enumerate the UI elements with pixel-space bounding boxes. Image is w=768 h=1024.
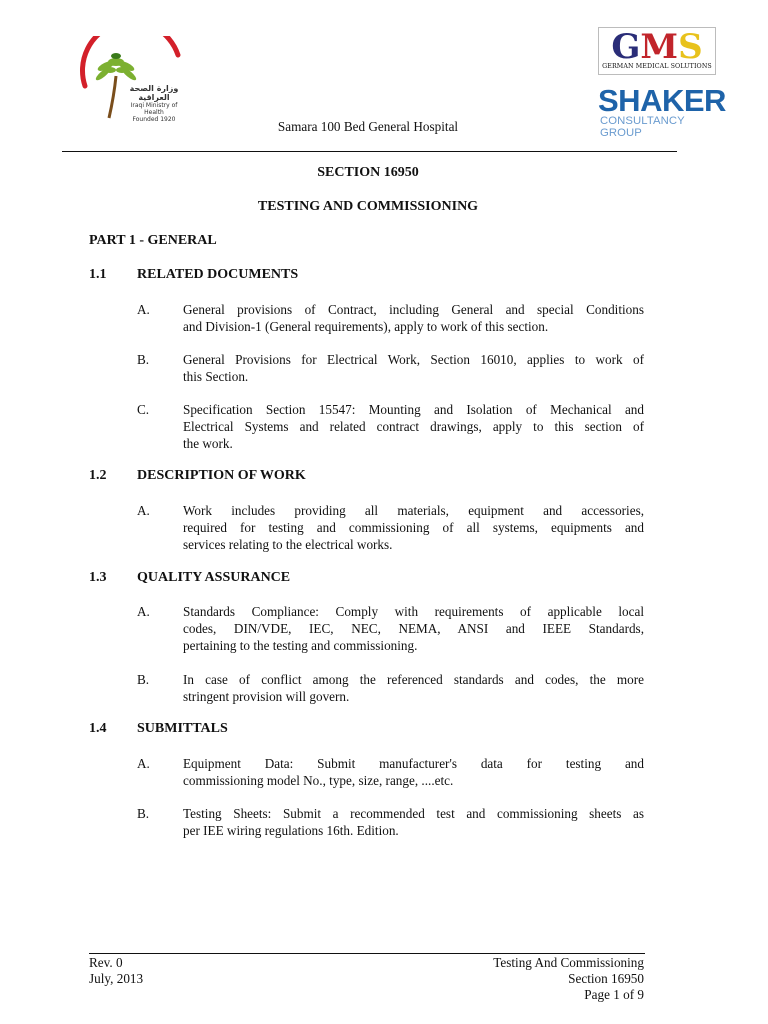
article-title: SUBMITTALS	[137, 721, 228, 736]
footer-revision: Rev. 0	[89, 955, 123, 970]
item-line: pertaining to the testing and commissioning.	[183, 638, 418, 653]
item-line: required for testing and commissioning of all systems, equipments and	[183, 520, 644, 535]
article-title: RELATED DOCUMENTS	[137, 267, 299, 282]
item-line: stringent provision will govern.	[183, 689, 350, 704]
item-line: commissioning model No., type, size, range, ....etc.	[183, 773, 454, 788]
item-line: General Provisions for Electrical Work, Section 16010, applies to work of	[183, 352, 644, 367]
item-letter: B.	[137, 352, 150, 367]
article-title: DESCRIPTION OF WORK	[137, 468, 306, 483]
article-number: 1.1	[89, 267, 107, 282]
item-line: codes, DIN/VDE, IEC, NEC, NEMA, ANSI and IEEE Standards,	[183, 621, 644, 636]
item-line: Standards Compliance: Comply with requirements of applicable local	[183, 604, 644, 619]
item-line: Work includes providing all materials, equipment and accessories,	[183, 503, 644, 518]
item-letter: B.	[137, 672, 150, 687]
gms-logo	[598, 27, 716, 75]
gms-logo-subtitle: GERMAN MEDICAL SOLUTIONS	[602, 63, 712, 70]
item-letter: B.	[137, 806, 150, 821]
item-line: Testing Sheets: Submit a recommended test and commissioning sheets as	[183, 806, 644, 821]
gms-letter-g: G	[611, 27, 641, 67]
item-line: the work.	[183, 436, 233, 451]
article-number: 1.2	[89, 468, 107, 483]
item-line: this Section.	[183, 369, 249, 384]
item-line: and Division-1 (General requirements), apply to work of this section.	[183, 319, 549, 334]
shaker-logo-subtitle: CONSULTANCY GROUP	[600, 115, 685, 139]
item-letter: C.	[137, 402, 150, 417]
item-line: General provisions of Contract, including General and special Conditions	[183, 302, 644, 317]
gms-letter-m: M	[640, 27, 679, 67]
header-rule	[62, 151, 677, 152]
item-letter: A.	[137, 756, 150, 771]
shaker-logo: SHAKER	[598, 83, 726, 118]
item-line: In case of conflict among the referenced standards and codes, the more	[183, 672, 644, 687]
item-line: Electrical Systems and related contract drawings, apply to this section of	[183, 419, 644, 434]
hospital-name: Samara 100 Bed General Hospital	[277, 119, 459, 134]
item-line: Specification Section 15547: Mounting and Isolation of Mechanical and	[183, 402, 644, 417]
item-letter: A.	[137, 302, 150, 317]
ministry-of-health-logo-text: وزارة الصحة العراقية Iraqi Ministry of Health Founded 1920	[129, 84, 179, 123]
item-line: Equipment Data: Submit manufacturer's data for testing and	[183, 756, 644, 771]
item-letter: A.	[137, 604, 150, 619]
footer-section: Section 16950	[568, 971, 644, 986]
article-number: 1.4	[89, 721, 107, 736]
footer-page-number: Page 1 of 9	[584, 987, 644, 1002]
section-number: SECTION 16950	[317, 165, 419, 180]
footer-date: July, 2013	[89, 971, 144, 986]
item-line: services relating to the electrical works.	[183, 537, 393, 552]
footer-doc-title: Testing And Commissioning	[493, 955, 644, 970]
section-title: TESTING AND COMMISSIONING	[257, 199, 479, 214]
item-line: per IEE wiring regulations 16th. Edition.	[183, 823, 399, 838]
article-title: QUALITY ASSURANCE	[137, 570, 291, 585]
item-letter: A.	[137, 503, 150, 518]
article-number: 1.3	[89, 570, 107, 585]
gms-logo-letters	[599, 29, 715, 65]
part-title: PART 1 - GENERAL	[89, 233, 217, 248]
gms-letter-s: S	[678, 27, 703, 67]
